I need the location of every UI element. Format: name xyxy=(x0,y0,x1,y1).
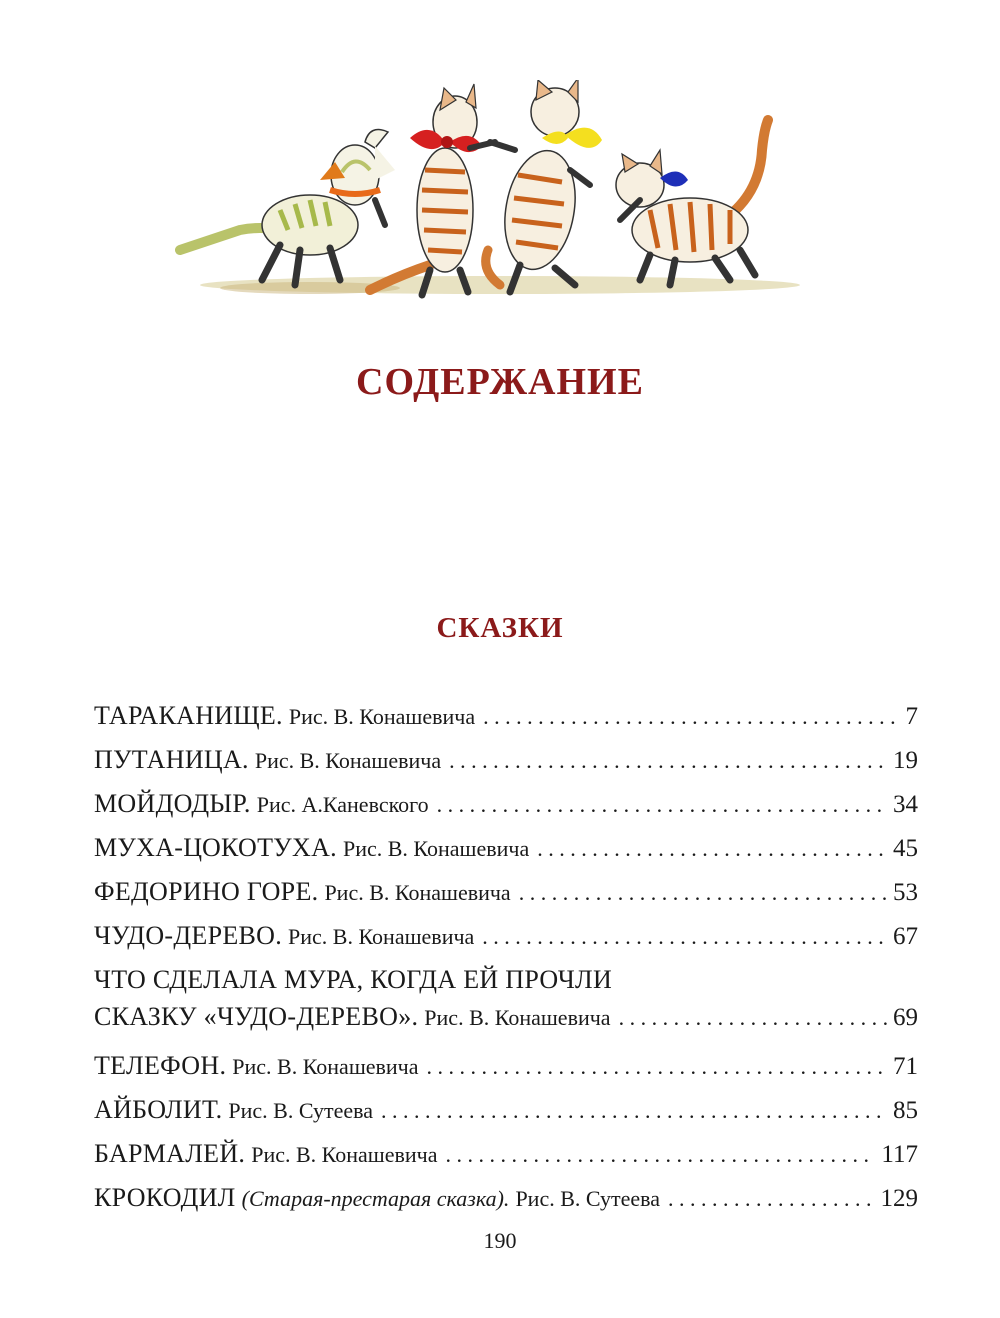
toc-entry-note: (Старая-престарая сказка). xyxy=(241,1186,510,1211)
toc-entry-page: 34 xyxy=(893,791,918,818)
toc-entry-title: МУХА-ЦОКОТУХА. xyxy=(94,833,337,862)
toc-entry-title: БАРМАЛЕЙ. xyxy=(94,1139,246,1168)
toc-entry-page: 7 xyxy=(905,703,918,730)
toc-entry-credit: Рис. В. Конашевича xyxy=(251,1142,438,1167)
toc-entry-title: ТЕЛЕФОН. xyxy=(94,1051,227,1080)
toc-entry[interactable] xyxy=(94,1088,918,1132)
toc-entry-credit: Рис. В. Конашевича xyxy=(288,704,476,729)
toc-entry[interactable] xyxy=(94,694,918,738)
toc-leader-dots xyxy=(427,1045,887,1089)
section-title: СКАЗКИ xyxy=(436,612,564,644)
toc-leader-dots xyxy=(483,695,899,739)
toc-entry[interactable] xyxy=(94,914,918,958)
toc-entry[interactable] xyxy=(94,782,918,826)
toc-entry-credit: Рис. В. Сутеева xyxy=(228,1098,373,1123)
toc-entry-title: ПУТАНИЦА. xyxy=(94,745,249,774)
toc-entry-credit: Рис. В. Конашевича xyxy=(288,924,475,949)
dancing-cats-illustration xyxy=(170,80,800,310)
toc-entry-credit: Рис. В. Конашевича xyxy=(324,880,511,905)
toc-entry-credit: Рис. А.Каневского xyxy=(256,792,429,817)
cat-4-icon xyxy=(616,120,768,285)
toc-entry[interactable] xyxy=(94,870,918,914)
toc-leader-dots xyxy=(537,827,887,871)
toc-entry-credit: Рис. В. Конашевича xyxy=(232,1054,419,1079)
toc-entry[interactable] xyxy=(94,1044,918,1088)
toc-leader-dots xyxy=(381,1089,887,1133)
toc-entry-credit: Рис. В. Конашевича xyxy=(424,1005,611,1030)
toc-entry-title: МОЙДОДЫР. xyxy=(94,789,251,818)
toc-entry-title: ЧТО СДЕЛАЛА МУРА, КОГДА ЕЙ ПРОЧЛИ xyxy=(94,965,613,994)
toc-entry[interactable] xyxy=(94,738,918,782)
toc-entry[interactable] xyxy=(94,958,918,1044)
toc-entry-page: 129 xyxy=(880,1185,918,1212)
toc-entry-title: ТАРАКАНИЩЕ. xyxy=(94,701,283,730)
toc-leader-dots xyxy=(437,783,887,827)
cat-2-icon xyxy=(370,84,495,295)
toc-entry-page: 67 xyxy=(893,923,918,950)
table-of-contents xyxy=(94,694,918,1220)
toc-leader-dots xyxy=(445,1133,875,1177)
toc-leader-dots xyxy=(449,739,887,783)
toc-leader-dots xyxy=(482,915,887,959)
toc-leader-dots xyxy=(668,1177,874,1221)
toc-entry-title: КРОКОДИЛ xyxy=(94,1183,236,1212)
toc-entry-title: АЙБОЛИТ. xyxy=(94,1095,223,1124)
toc-leader-dots xyxy=(519,871,887,915)
page-number: 190 xyxy=(483,1228,517,1253)
toc-entry-page: 45 xyxy=(893,835,918,862)
cat-3-icon xyxy=(486,80,602,292)
toc-entry-page: 19 xyxy=(893,747,918,774)
toc-entry-title: ФЕДОРИНО ГОРЕ. xyxy=(94,877,319,906)
toc-leader-dots xyxy=(619,997,887,1039)
toc-entry-page: 71 xyxy=(893,1053,918,1080)
toc-entry-credit: Рис. В. Сутеева xyxy=(515,1186,661,1211)
toc-entry-credit: Рис. В. Конашевича xyxy=(254,748,442,773)
page-title: СОДЕРЖАНИЕ xyxy=(356,361,644,403)
toc-entry-page: 53 xyxy=(893,879,918,906)
toc-entry-title-continued: СКАЗКУ «ЧУДО-ДЕРЕВО». xyxy=(94,1002,419,1031)
toc-entry-page: 117 xyxy=(881,1141,918,1168)
toc-entry-title: ЧУДО-ДЕРЕВО. xyxy=(94,921,283,950)
toc-entry-page: 69 xyxy=(893,1004,918,1031)
cat-1-icon xyxy=(180,130,395,285)
toc-entry[interactable] xyxy=(94,1176,918,1220)
toc-entry-page: 85 xyxy=(893,1097,918,1124)
toc-entry-credit: Рис. В. Конашевича xyxy=(342,836,530,861)
toc-entry[interactable] xyxy=(94,826,918,870)
toc-entry[interactable] xyxy=(94,1132,918,1176)
